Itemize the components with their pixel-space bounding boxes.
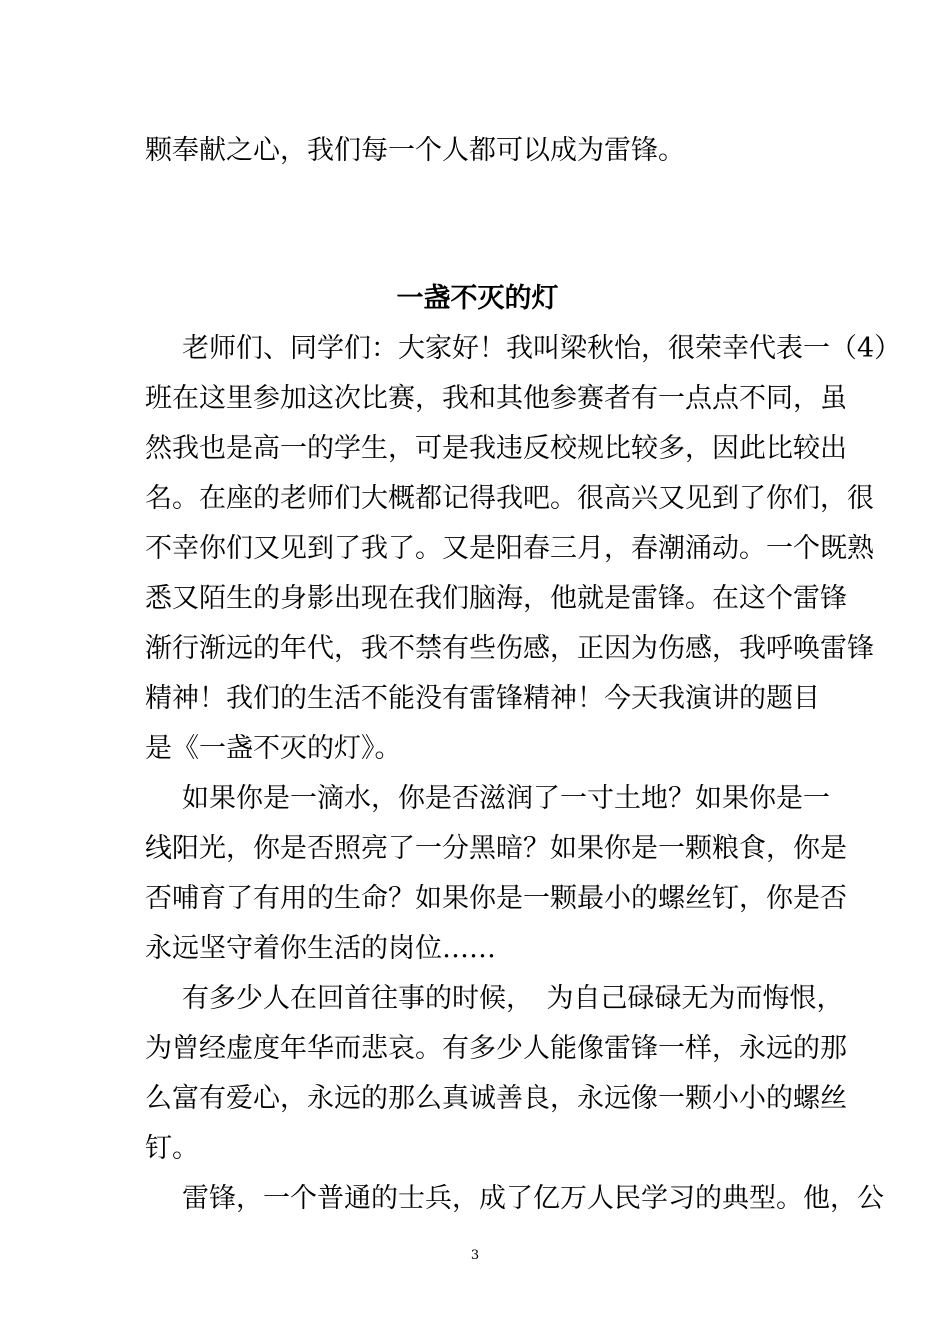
paragraph-line: 有多少人在回首往事的时候， 为自己碌碌无为而悔恨， xyxy=(182,983,844,1014)
paragraph-line: 雷锋，一个普通的士兵，成了亿万人民学习的典型。他，公 xyxy=(182,1183,884,1214)
paragraph-line: 不幸你们又见到了我了。又是阳春三月，春潮涌动。一个既熟 xyxy=(145,533,874,564)
paragraph-line: 永远坚守着你生活的岗位…… xyxy=(145,933,496,964)
paragraph-line: 渐行渐远的年代，我不禁有些伤感，正因为伤感，我呼唤雷锋 xyxy=(145,633,874,664)
paragraph-line: 如果你是一滴水，你是否滋润了一寸土地？如果你是一 xyxy=(182,783,830,814)
paragraph-line: 名。在座的老师们大概都记得我吧。很高兴又见到了你们，很 xyxy=(145,483,874,514)
paragraph-line: 钉。 xyxy=(145,1133,199,1164)
speech-title: 一盏不灭的灯 xyxy=(396,283,559,314)
paragraph-line: 是《一盏不灭的灯》。 xyxy=(145,733,402,764)
paragraph-line: 悉又陌生的身影出现在我们脑海，他就是雷锋。在这个雷锋 xyxy=(145,583,847,614)
paragraph-line: 否哺育了有用的生命？如果你是一颗最小的螺丝钉，你是否 xyxy=(145,883,847,914)
paragraph-line: 么富有爱心，永远的那么真诚善良，永远像一颗小小的螺丝 xyxy=(145,1083,847,1114)
paragraph-line: 精神！我们的生活不能没有雷锋精神！今天我演讲的题目 xyxy=(145,683,820,714)
continuation-line: 颗奉献之心，我们每一个人都可以成为雷锋。 xyxy=(145,135,685,166)
paragraph-line: 线阳光，你是否照亮了一分黑暗？如果你是一颗粮食，你是 xyxy=(145,833,847,864)
page-number: 3 xyxy=(470,1248,480,1263)
paragraph-line: 老师们、同学们：大家好！我叫梁秋怡，很荣幸代表一（4） xyxy=(182,333,902,364)
paragraph-line: 班在这里参加这次比赛，我和其他参赛者有一点点不同，虽 xyxy=(145,383,847,414)
paragraph-line: 然我也是高一的学生，可是我违反校规比较多，因此比较出 xyxy=(145,433,847,464)
paragraph-line: 为曾经虚度年华而悲哀。有多少人能像雷锋一样，永远的那 xyxy=(145,1033,847,1064)
